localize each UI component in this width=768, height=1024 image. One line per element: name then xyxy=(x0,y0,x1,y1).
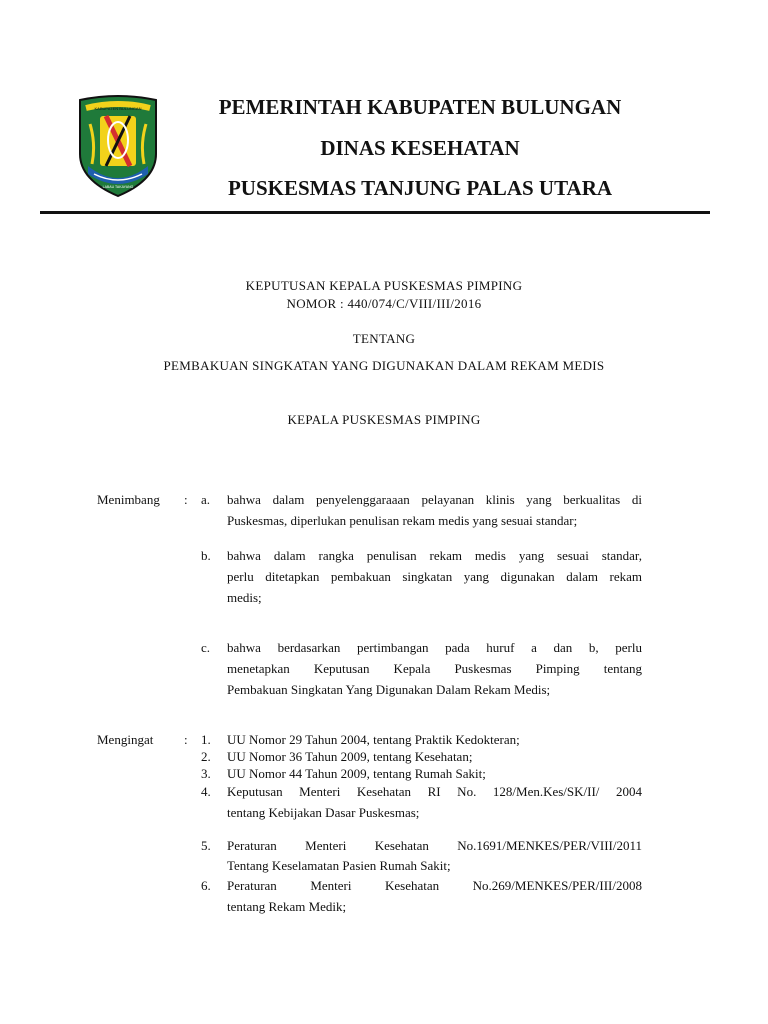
mengingat-5-line2: Tentang Keselamatan Pasien Rumah Sakit; xyxy=(227,858,451,873)
menimbang-c-line3: Pembakuan Singkatan Yang Digunakan Dalam Rekam Medis; xyxy=(227,682,551,697)
mengingat-marker-1: 1. xyxy=(201,732,211,747)
mengingat-marker-3: 3. xyxy=(201,766,211,781)
menimbang-label: Menimbang xyxy=(97,492,160,507)
menimbang-marker-c: c. xyxy=(201,640,211,655)
mengingat-3-line1: UU Nomor 44 Tahun 2009, tentang Rumah Sakit; xyxy=(227,766,486,781)
menimbang-marker-b: b. xyxy=(201,548,211,563)
menimbang-a-line2: Puskesmas, diperlukan penulisan rekam medis yang sesuai standar; xyxy=(227,513,578,528)
menimbang-a-line1: bahwa dalam penyelenggaraaan pelayanan klinis yang berkualitas di xyxy=(227,492,642,507)
mengingat-marker-6: 6. xyxy=(201,878,211,893)
decree-number: NOMOR : 440/074/C/VIII/III/2016 xyxy=(286,296,482,311)
letterhead-department: DINAS KESEHATAN xyxy=(320,136,520,160)
menimbang-marker-a: a. xyxy=(201,492,211,507)
menimbang-b-line3: medis; xyxy=(227,590,262,605)
menimbang-b-line2: perlu ditetapkan pembakuan singkatan yang digunakan dalam rekam xyxy=(227,569,642,584)
mengingat-6-line1: Peraturan Menteri Kesehatan No.269/MENKES/PER/III/2008 xyxy=(227,878,642,893)
decree-title: KEPUTUSAN KEPALA PUSKESMAS PIMPING xyxy=(245,278,523,293)
letterhead-government: PEMERINTAH KABUPATEN BULUNGAN xyxy=(218,95,622,119)
menimbang-b-line1: bahwa dalam rangka penulisan rekam medis yang sesuai standar, xyxy=(227,548,642,563)
decree-subject: PEMBAKUAN SINGKATAN YANG DIGUNAKAN DALAM REKAM MEDIS xyxy=(163,358,605,373)
mengingat-4-line1: Keputusan Menteri Kesehatan RI No. 128/Men.Kes/SK/II/ 2004 xyxy=(227,784,642,799)
mengingat-marker-4: 4. xyxy=(201,784,211,799)
menimbang-c-line1: bahwa berdasarkan pertimbangan pada huruf a dan b, perlu xyxy=(227,640,642,655)
logo-banner-text: KABUPATEN BULUNGAN xyxy=(94,106,142,111)
mengingat-2-line1: UU Nomor 36 Tahun 2009, tentang Kesehatan; xyxy=(227,749,473,764)
mengingat-colon: : xyxy=(184,732,188,747)
decree-issuer: KEPALA PUSKESMAS PIMPING xyxy=(287,412,481,427)
mengingat-1-line1: UU Nomor 29 Tahun 2004, tentang Praktik Kedokteran; xyxy=(227,732,520,747)
regency-emblem-logo xyxy=(76,94,160,198)
mengingat-6-line2: tentang Rekam Medik; xyxy=(227,899,347,914)
mengingat-label: Mengingat xyxy=(97,732,154,747)
mengingat-marker-2: 2. xyxy=(201,749,211,764)
mengingat-marker-5: 5. xyxy=(201,838,211,853)
mengingat-4-line2: tentang Kebijakan Dasar Puskesmas; xyxy=(227,805,420,820)
letterhead-divider xyxy=(40,211,710,214)
decree-tentang: TENTANG xyxy=(352,331,416,346)
menimbang-colon: : xyxy=(184,492,188,507)
mengingat-5-line1: Peraturan Menteri Kesehatan No.1691/MENKES/PER/VIII/2011 xyxy=(227,838,642,853)
menimbang-c-line2: menetapkan Keputusan Kepala Puskesmas Pimping tentang xyxy=(227,661,642,676)
letterhead-puskesmas: PUSKESMAS TANJUNG PALAS UTARA xyxy=(227,176,613,200)
logo-bottom-text: LABAU TAKAYANG xyxy=(102,185,134,189)
